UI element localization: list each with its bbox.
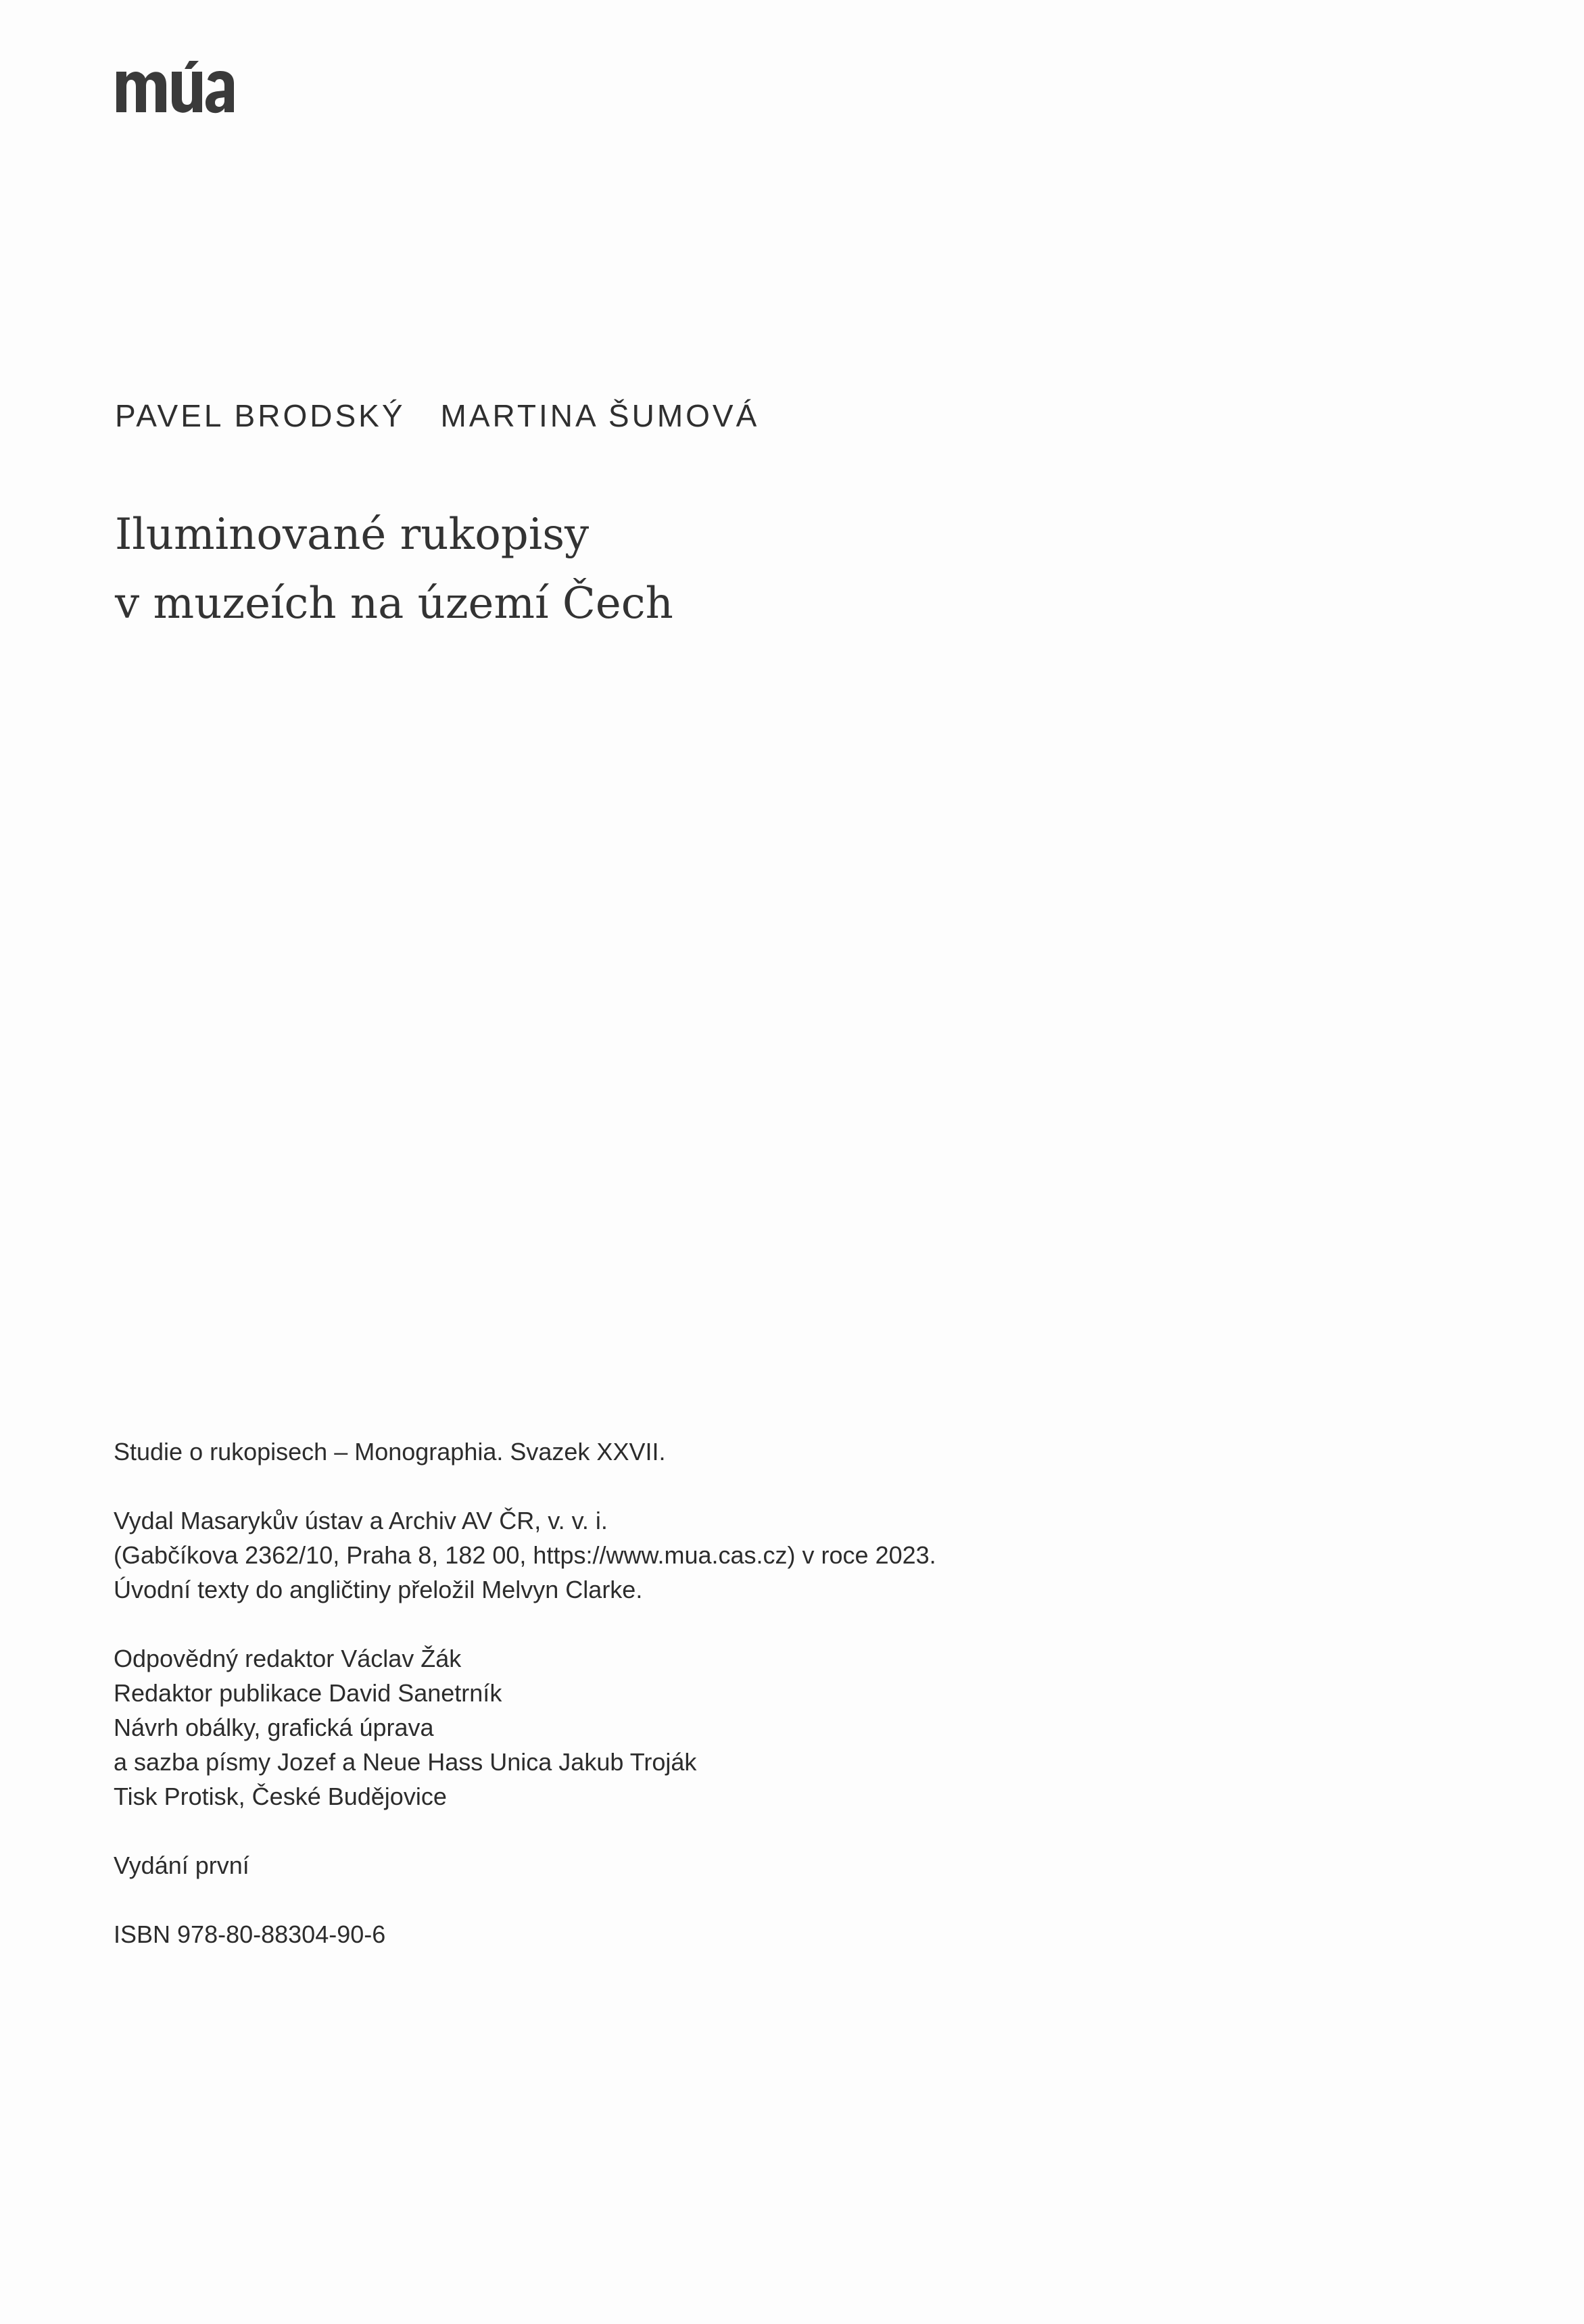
colophon-line: Vydal Masarykův ústav a Archiv AV ČR, v. v. i.	[114, 1507, 608, 1534]
edition-info	[114, 1848, 936, 1883]
colophon-line: Studie o rukopisech – Monographia. Svazek XXVII.	[114, 1438, 666, 1466]
author-name: PAVEL BRODSKÝ	[115, 398, 406, 433]
authors-line	[115, 397, 759, 434]
colophon-line: Úvodní texty do angličtiny přeložil Melvyn Clarke.	[114, 1576, 643, 1603]
colophon-line: Vydání první	[114, 1851, 249, 1879]
isbn-info	[114, 1917, 936, 1952]
mua-logo-icon	[115, 59, 235, 114]
title-line: v muzeích na území Čech	[115, 579, 673, 629]
colophon-line: Návrh obálky, grafická úprava	[114, 1714, 434, 1741]
credits-info	[114, 1641, 936, 1814]
colophon	[114, 1434, 936, 1986]
colophon-line: Tisk Protisk, České Budějovice	[114, 1783, 447, 1810]
series-info	[114, 1434, 936, 1469]
colophon-line: Redaktor publikace David Sanetrník	[114, 1679, 502, 1707]
colophon-line: (Gabčíkova 2362/10, Praha 8, 182 00, https://www.mua.cas.cz) v roce 2023.	[114, 1541, 936, 1569]
colophon-line: Odpovědný redaktor Václav Žák	[114, 1645, 462, 1672]
book-title	[115, 500, 673, 638]
publisher-logo	[115, 59, 235, 114]
isbn-number: ISBN 978-80-88304-90-6	[114, 1920, 386, 1948]
author-name: MARTINA ŠUMOVÁ	[440, 398, 760, 433]
publisher-info	[114, 1503, 936, 1607]
colophon-line: a sazba písmy Jozef a Neue Hass Unica Jakub Troják	[114, 1748, 697, 1776]
title-line: Iluminované rukopisy	[115, 510, 590, 560]
